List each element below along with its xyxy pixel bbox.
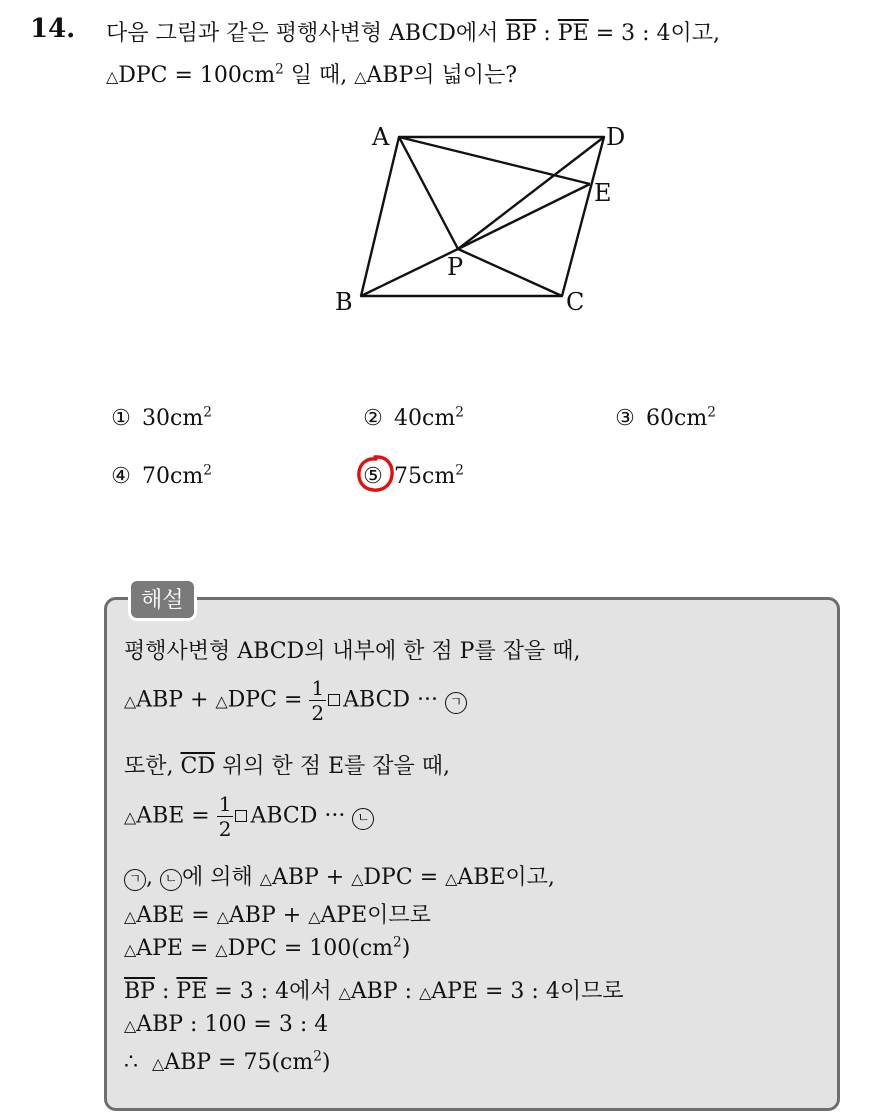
fraction-one-half: $\frac{1}{2}$ [311,676,325,725]
question-text-line-1: 다음 그림과 같은 평행사변형 ABCD에서 $\overline{BP}$ : $\overline{PE} = 3$ : 4이고, [106,21,721,46]
solution-tag: 해설 [128,578,197,621]
segment-p-e [458,184,590,249]
circled-giyeok-icon: ㄱ [124,869,146,891]
segment-bp: $\overline{BP}$ [124,979,155,1004]
solution-line-1: 평행사변형 ABCD의 내부에 한 점 P를 잡을 때, [124,639,581,664]
choice-3[interactable]: ③ $60cm^2$ [615,404,716,431]
parallelogram-figure [330,110,640,320]
segment-bp: $\overline{BP}$ [505,21,537,46]
circled-nieun-icon: ㄴ [160,869,182,891]
solution-line-4: △ABE = $\frac{1}{2}$ ABCD ··· ㄴ [124,792,374,841]
question-number: 14. [30,14,76,44]
segment-a-e [399,137,590,184]
label-e: E [594,179,612,207]
solution-line-10: ∴ △ABP = $75(cm^2)$ [124,1048,331,1075]
triangle-icon: △ [106,67,119,86]
label-d: D [606,123,626,151]
segment-pe: $\overline{PE}$ [557,21,589,46]
segment-cd: $\overline{CD}$ [180,754,215,779]
selected-answer-circle-icon [354,453,396,495]
question-text-line-2: △DPC = $100cm^2$ 일 때, △ABP의 넓이는? [106,61,518,88]
square-symbol-icon [328,694,340,706]
choice-2[interactable]: ② $40cm^2$ [363,404,464,431]
choice-5[interactable]: ⑤ $75cm^2$ [363,462,464,489]
triangle-icon: △ [354,67,367,86]
segment-pe: $\overline{PE}$ [176,979,208,1004]
segment-a-p [399,137,458,249]
therefore-symbol: ∴ [124,1050,138,1075]
fraction-one-half: $\frac{1}{2}$ [218,792,232,841]
parallelogram-abcd [361,137,604,296]
solution-line-9: △ABP : 100 = 3 : 4 [124,1012,329,1037]
circled-nieun-icon: ㄴ [352,808,374,830]
circled-giyeok-icon: ㄱ [445,692,467,714]
label-a: A [372,123,390,151]
label-p: P [447,253,464,281]
label-b: B [335,288,353,316]
solution-line-3: 또한, $\overline{CD}$ 위의 한 점 E를 잡을 때, [124,754,451,779]
choice-4[interactable]: ④ $70cm^2$ [111,462,212,489]
segment-p-c [458,249,562,296]
choice-1[interactable]: ① $30cm^2$ [111,404,212,431]
solution-line-6: △ABE = △ABP + △APE이므로 [124,903,431,928]
solution-line-5: ㄱ , ㄴ 에 의해 △ABP + △DPC = △ABE이고, [124,860,555,891]
solution-line-7: △APE = △DPC = $100(cm^2)$ [124,934,411,961]
segment-b-p [361,249,458,296]
square-symbol-icon [235,810,247,822]
segment-p-d [458,137,604,249]
solution-line-8: $\overline{BP}$ : $\overline{PE} = 3$ : 4에서 △ABP : △APE = 3 : 4이므로 [124,979,624,1004]
label-c: C [566,288,585,316]
solution-line-2: △ABP + △DPC = $\frac{1}{2}$ ABCD ··· ㄱ [124,676,467,725]
